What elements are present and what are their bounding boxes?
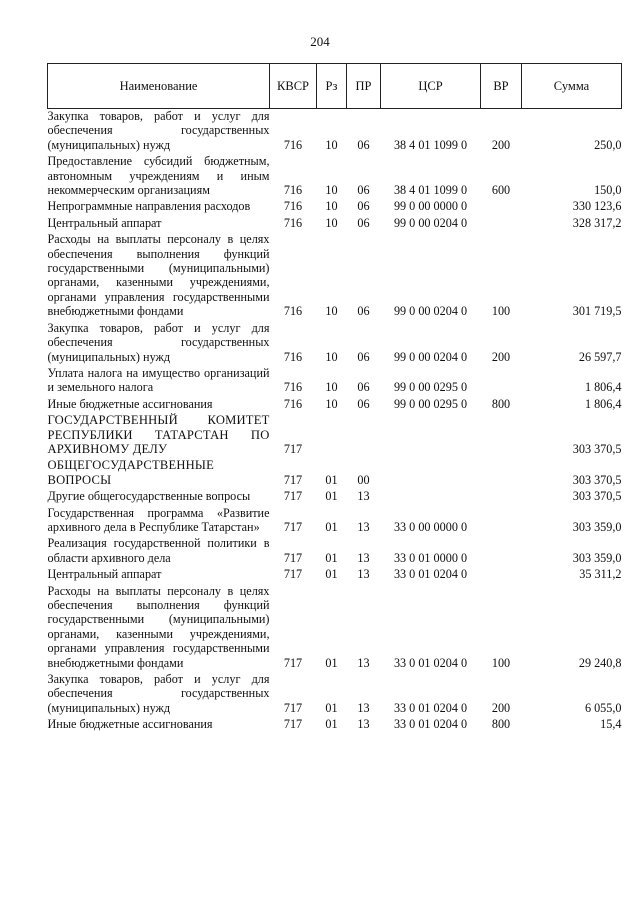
cell-vr bbox=[481, 489, 522, 505]
cell-pr: 06 bbox=[357, 349, 370, 364]
cell-pr: 13 bbox=[357, 655, 370, 670]
cell-sum: 35 311,2 bbox=[579, 567, 622, 582]
cell-sum: 303 359,0 bbox=[572, 519, 622, 534]
table-body bbox=[48, 109, 622, 734]
cell-vr bbox=[481, 567, 522, 583]
cell-kvsr: 717 bbox=[283, 717, 303, 732]
cell-vr: 800 bbox=[491, 396, 511, 411]
cell-csr bbox=[381, 489, 481, 505]
cell-pr: 06 bbox=[357, 304, 370, 319]
cell-rz bbox=[317, 413, 347, 458]
cell-pr bbox=[347, 413, 381, 458]
cell-pr: 13 bbox=[357, 717, 370, 732]
cell-pr: 06 bbox=[357, 199, 370, 214]
table-row bbox=[48, 567, 622, 583]
cell-vr bbox=[481, 413, 522, 458]
cell-kvsr: 716 bbox=[283, 396, 303, 411]
cell-name: Иные бюджетные ассигнования bbox=[47, 396, 213, 411]
cell-csr: 99 0 00 0295 0 bbox=[393, 380, 468, 395]
cell-kvsr: 717 bbox=[283, 472, 303, 487]
cell-rz: 10 bbox=[325, 183, 338, 198]
cell-pr: 06 bbox=[357, 380, 370, 395]
table-row bbox=[48, 717, 622, 733]
cell-name: Закупка товаров, работ и услуг для обеспечения государственных (муниципальных) нужд bbox=[47, 320, 270, 364]
cell-vr bbox=[481, 199, 522, 215]
cell-vr: 200 bbox=[491, 137, 511, 152]
table-row bbox=[48, 109, 622, 155]
cell-csr: 38 4 01 1099 0 bbox=[393, 183, 468, 198]
cell-name: ОБЩЕГОСУДАРСТВЕННЫЕ ВОПРОСЫ bbox=[47, 458, 215, 487]
cell-name: Непрограммные направления расходов bbox=[47, 199, 251, 214]
column-header-name: Наименование bbox=[48, 64, 270, 109]
cell-pr: 13 bbox=[357, 550, 370, 565]
cell-sum: 328 317,2 bbox=[572, 215, 622, 230]
cell-sum: 6 055,0 bbox=[584, 700, 622, 715]
cell-rz: 10 bbox=[325, 215, 338, 230]
cell-kvsr: 716 bbox=[283, 380, 303, 395]
cell-vr: 200 bbox=[491, 700, 511, 715]
cell-pr: 13 bbox=[357, 700, 370, 715]
cell-kvsr: 716 bbox=[283, 215, 303, 230]
table-row bbox=[48, 321, 622, 366]
cell-vr: 200 bbox=[491, 349, 511, 364]
cell-sum: 150,0 bbox=[594, 183, 622, 198]
cell-kvsr: 717 bbox=[283, 550, 303, 565]
budget-table bbox=[47, 63, 622, 734]
cell-vr: 100 bbox=[491, 655, 511, 670]
cell-vr: 600 bbox=[491, 183, 511, 198]
cell-kvsr: 716 bbox=[283, 199, 303, 214]
cell-kvsr: 717 bbox=[283, 519, 303, 534]
cell-pr: 13 bbox=[357, 519, 370, 534]
column-header-vr: ВР bbox=[481, 64, 522, 109]
cell-rz: 01 bbox=[325, 717, 338, 732]
cell-csr: 33 0 01 0000 0 bbox=[393, 550, 468, 565]
cell-csr: 33 0 01 0204 0 bbox=[393, 567, 468, 582]
cell-csr: 33 0 01 0204 0 bbox=[393, 717, 468, 732]
table-row bbox=[48, 232, 622, 320]
cell-csr: 33 0 00 0000 0 bbox=[393, 519, 468, 534]
cell-kvsr: 716 bbox=[283, 349, 303, 364]
cell-pr: 06 bbox=[357, 183, 370, 198]
table-row bbox=[48, 536, 622, 567]
column-header-sum: Сумма bbox=[522, 64, 622, 109]
cell-rz: 01 bbox=[325, 655, 338, 670]
table-row bbox=[48, 672, 622, 717]
cell-name: Реализация государственной политики в области архивного дела bbox=[47, 536, 270, 565]
cell-name: Расходы на выплаты персоналу в целях обеспечения выполнения функций государственными (муниципальными) органами, казенными учреждениями, органами управления государственными внебюджетными фондами bbox=[47, 583, 270, 670]
table-row bbox=[48, 397, 622, 413]
cell-rz: 01 bbox=[325, 567, 338, 582]
table-row bbox=[48, 154, 622, 199]
cell-vr: 800 bbox=[491, 717, 511, 732]
cell-sum: 26 597,7 bbox=[578, 349, 622, 364]
cell-sum: 330 123,6 bbox=[572, 199, 622, 214]
cell-kvsr: 717 bbox=[283, 489, 303, 504]
cell-csr: 33 0 01 0204 0 bbox=[393, 655, 468, 670]
cell-rz: 10 bbox=[325, 137, 338, 152]
cell-pr: 00 bbox=[357, 472, 370, 487]
cell-kvsr: 717 bbox=[283, 441, 303, 456]
cell-kvsr: 717 bbox=[283, 567, 303, 582]
cell-rz: 10 bbox=[325, 304, 338, 319]
cell-rz: 01 bbox=[325, 550, 338, 565]
cell-csr: 99 0 00 0204 0 bbox=[393, 349, 468, 364]
table-row bbox=[48, 506, 622, 537]
cell-csr bbox=[381, 413, 481, 458]
cell-vr bbox=[481, 506, 522, 537]
cell-name: Уплата налога на имущество организаций и земельного налога bbox=[47, 365, 270, 395]
cell-name: Предоставление субсидий бюджетным, автономным учреждениям и иным некоммерческим организациям bbox=[47, 154, 270, 198]
cell-vr bbox=[481, 366, 522, 397]
table-row bbox=[48, 584, 622, 672]
cell-pr: 06 bbox=[357, 137, 370, 152]
cell-name: Иные бюджетные ассигнования bbox=[47, 717, 213, 732]
table-row bbox=[48, 489, 622, 505]
column-header-pr: ПР bbox=[347, 64, 381, 109]
table-row bbox=[48, 216, 622, 232]
cell-vr: 100 bbox=[491, 304, 511, 319]
page-number: 204 bbox=[310, 34, 330, 49]
cell-csr: 38 4 01 1099 0 bbox=[393, 137, 468, 152]
column-header-kvsr: КВСР bbox=[270, 64, 317, 109]
cell-name: Закупка товаров, работ и услуг для обеспечения государственных (муниципальных) нужд bbox=[47, 109, 270, 152]
column-header-rz: Рз bbox=[317, 64, 347, 109]
cell-rz: 10 bbox=[325, 199, 338, 214]
cell-name: Центральный аппарат bbox=[47, 215, 162, 230]
cell-name: ГОСУДАРСТВЕННЫЙ КОМИТЕТ РЕСПУБЛИКИ ТАТАРСТАН ПО АРХИВНОМУ ДЕЛУ bbox=[47, 413, 270, 456]
cell-pr: 13 bbox=[357, 489, 370, 504]
cell-pr: 06 bbox=[357, 215, 370, 230]
cell-pr: 06 bbox=[357, 396, 370, 411]
cell-name: Расходы на выплаты персоналу в целях обеспечения выполнения функций государственными (муниципальными) органами, казенными учреждениями, органами управления государственными внебюджетными фондами bbox=[47, 232, 270, 319]
cell-sum: 303 370,5 bbox=[572, 472, 622, 487]
cell-rz: 10 bbox=[325, 349, 338, 364]
table-row bbox=[48, 413, 622, 458]
cell-csr: 33 0 01 0204 0 bbox=[393, 700, 468, 715]
cell-vr bbox=[481, 458, 522, 489]
cell-pr: 13 bbox=[357, 567, 370, 582]
cell-vr bbox=[481, 216, 522, 232]
cell-name: Другие общегосударственные вопросы bbox=[47, 489, 251, 504]
cell-sum: 15,4 bbox=[600, 717, 622, 732]
cell-sum: 29 240,8 bbox=[578, 655, 622, 670]
cell-sum: 301 719,5 bbox=[572, 304, 622, 319]
cell-sum: 303 370,5 bbox=[572, 489, 622, 504]
table-row bbox=[48, 366, 622, 397]
cell-csr: 99 0 00 0204 0 bbox=[393, 215, 468, 230]
cell-sum: 250,0 bbox=[594, 137, 622, 152]
cell-name: Государственная программа «Развитие архивного дела в Республике Татарстан» bbox=[47, 505, 270, 534]
cell-kvsr: 717 bbox=[283, 655, 303, 670]
cell-sum: 303 370,5 bbox=[572, 441, 622, 456]
cell-rz: 10 bbox=[325, 396, 338, 411]
cell-csr bbox=[381, 458, 481, 489]
cell-rz: 01 bbox=[325, 519, 338, 534]
cell-kvsr: 716 bbox=[283, 137, 303, 152]
cell-kvsr: 716 bbox=[283, 183, 303, 198]
cell-name: Центральный аппарат bbox=[47, 567, 162, 582]
cell-rz: 10 bbox=[325, 380, 338, 395]
cell-rz: 01 bbox=[325, 472, 338, 487]
cell-csr: 99 0 00 0204 0 bbox=[393, 304, 468, 319]
table-row bbox=[48, 199, 622, 215]
cell-csr: 99 0 00 0000 0 bbox=[393, 199, 468, 214]
cell-sum: 303 359,0 bbox=[572, 550, 622, 565]
cell-kvsr: 717 bbox=[283, 700, 303, 715]
cell-rz: 01 bbox=[325, 489, 338, 504]
cell-sum: 1 806,4 bbox=[584, 396, 622, 411]
cell-csr: 99 0 00 0295 0 bbox=[393, 396, 468, 411]
cell-vr bbox=[481, 536, 522, 567]
table-row bbox=[48, 458, 622, 489]
cell-rz: 01 bbox=[325, 700, 338, 715]
cell-kvsr: 716 bbox=[283, 304, 303, 319]
table-header-row bbox=[48, 64, 622, 109]
cell-sum: 1 806,4 bbox=[584, 380, 622, 395]
column-header-csr: ЦСР bbox=[381, 64, 481, 109]
cell-name: Закупка товаров, работ и услуг для обеспечения государственных (муниципальных) нужд bbox=[47, 672, 270, 715]
